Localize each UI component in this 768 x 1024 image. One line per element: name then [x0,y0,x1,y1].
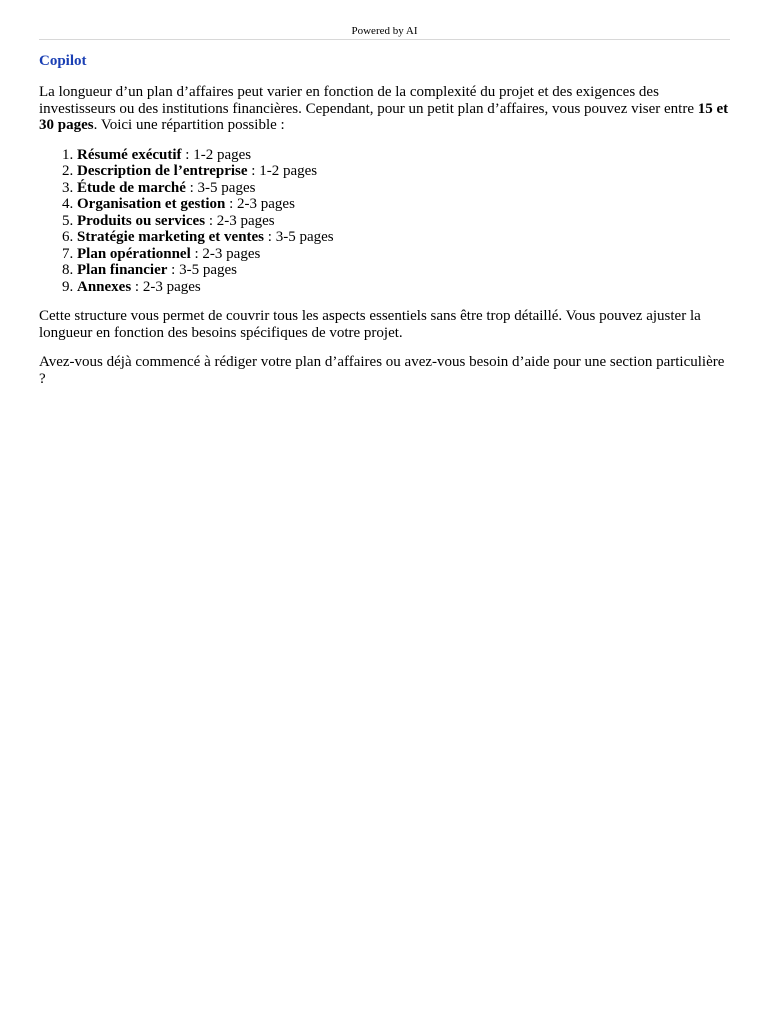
list-item [77,163,730,180]
section-pages: : 2-3 pages [205,212,275,229]
section-name: Plan opérationnel [77,245,191,262]
section-name: Produits ou services [77,212,206,229]
section-name: Plan financier [77,262,168,278]
copilot-title: Copilot [39,53,87,69]
list-item [77,180,730,197]
list-item [77,147,730,164]
powered-by-text: Powered by AI [351,25,418,37]
list-item [77,196,730,213]
section-name: Étude de marché [77,179,186,196]
section-name: Description de l’entreprise [77,163,248,179]
list-item [77,246,730,263]
section-pages: : 1-2 pages [181,146,252,163]
section-name: Stratégie marketing et ventes [77,229,265,245]
section-pages: : 2-3 pages [225,196,295,212]
section-pages: : 3-5 pages [264,229,334,245]
intro-paragraph [39,84,730,134]
section-name: Annexes [77,278,132,295]
list-item [77,279,730,296]
response-content [39,52,730,400]
list-item [77,229,730,246]
list-item [77,262,730,279]
section-pages: : 1-2 pages [247,163,318,179]
intro-text-after: . Voici une répartition possible : [93,117,285,133]
section-pages: : 2-3 pages [190,245,261,262]
section-pages: : 2-3 pages [131,278,201,295]
question-paragraph: Avez-vous déjà commencé à rédiger votre plan d’affaires ou avez-vous besoin d’aide pour une section particulière ? [39,354,725,387]
section-pages: : 3-5 pages [185,179,256,196]
intro-highlight: 15 et 30 pages [39,100,729,133]
section-pages: : 3-5 pages [167,262,237,278]
powered-by-header [39,24,730,40]
section-name: Organisation et gestion [77,196,226,212]
sections-list [39,147,730,296]
list-item [77,213,730,230]
intro-text-before: La longueur d’un plan d’affaires peut varier en fonction de la complexité du projet et des exigences des investisseurs ou des institutions financières. Cependant, pour un petit plan d’affaires, vous pouvez viser entre [39,84,698,117]
section-name: Résumé exécutif [77,146,182,163]
structure-paragraph: Cette structure vous permet de couvrir tous les aspects essentiels sans être trop détaillé. Vous pouvez ajuster la longueur en fonction des besoins spécifiques de votre projet. [39,308,701,341]
